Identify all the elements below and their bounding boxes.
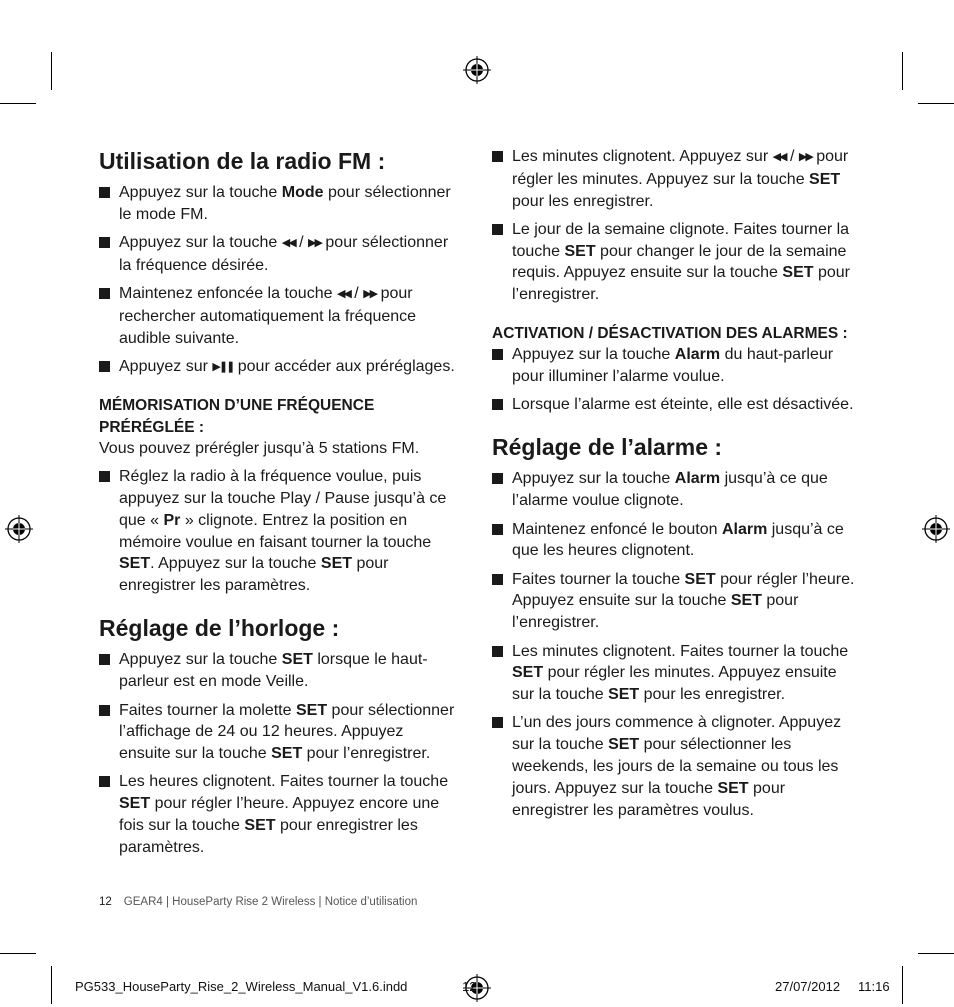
list-item: Lorsque l’alarme est éteinte, elle est désactivée.	[492, 394, 860, 416]
crop-mark	[902, 52, 903, 90]
preset-list	[99, 466, 459, 597]
rewind-icon: ◀◀	[336, 288, 350, 301]
left-column	[99, 146, 459, 865]
slug-time: 11:16	[858, 979, 890, 994]
alarm-section-title: Réglage de l’alarme :	[492, 434, 723, 461]
list-item: Appuyez sur la touche Mode pour sélectionner le mode FM.	[99, 182, 459, 226]
slug-date: 27/07/2012	[775, 979, 841, 994]
list-item: Faites tourner la molette SET pour sélectionner l’affichage de 24 ou 12 heures. Appuyez ensuite sur la touche SET pour l’enregistrer.	[99, 700, 459, 765]
fast-forward-icon: ▶▶	[363, 288, 377, 301]
radio-section-title: Utilisation de la radio FM :	[99, 148, 386, 174]
list-item: Appuyez sur la touche Alarm jusqu’à ce que l’alarme voulue clignote.	[492, 468, 860, 512]
crop-mark	[0, 103, 36, 104]
crop-mark	[918, 953, 954, 954]
clock-list	[99, 649, 459, 858]
clock-list-continued	[492, 146, 860, 306]
activation-list	[492, 344, 860, 416]
list-item: Les minutes clignotent. Faites tourner la touche SET pour régler les minutes. Appuyez ensuite sur la touche SET pour les enregistrer.	[492, 641, 860, 706]
right-column	[492, 146, 860, 828]
list-item: Maintenez enfoncé le bouton Alarm jusqu’à ce que les heures clignotent.	[492, 519, 860, 563]
rewind-icon: ◀◀	[281, 237, 295, 250]
fast-forward-icon: ▶▶	[308, 237, 321, 250]
list-item: Les heures clignotent. Faites tourner la touche SET pour régler l’heure. Appuyez encore une fois sur la touche SET pour enregistrer les paramètres.	[99, 771, 459, 858]
list-item: Le jour de la semaine clignote. Faites tourner la touche SET pour changer le jour de la semaine requis. Appuyez ensuite sur la touche SET pour l’enregistrer.	[492, 219, 860, 306]
play-pause-icon: ▶❚❚	[212, 361, 234, 374]
list-item: L’un des jours commence à clignoter. Appuyez sur la touche SET pour sélectionner les weekends, les jours de la semaine ou tous les jours. Appuyez sur la touche SET pour enregistrer les paramètres voulus.	[492, 712, 860, 821]
crop-mark	[51, 966, 52, 1004]
page-number: 12	[99, 896, 112, 908]
page-footer	[99, 896, 417, 908]
list-item: Appuyez sur la touche ◀◀ / ▶▶ pour sélectionner la fréquence désirée.	[99, 232, 459, 277]
footer-text: GEAR4 | HouseParty Rise 2 Wireless | Notice d’utilisation	[123, 896, 418, 908]
clock-section-title: Réglage de l’horloge :	[99, 615, 340, 642]
list-item: Réglez la radio à la fréquence voulue, puis appuyez sur la touche Play / Pause jusqu’à ce que « Pr » clignote. Entrez la position en mémoire voulue en faisant tourner la touche SET. Appuyez sur la touche SET pour enregistrer les paramètres.	[99, 466, 459, 597]
fast-forward-icon: ▶▶	[798, 151, 812, 163]
registration-mark-icon	[4, 514, 34, 544]
crop-mark	[51, 52, 52, 90]
radio-list	[99, 182, 459, 379]
slug-filename: PG533_HouseParty_Rise_2_Wireless_Manual_V1.6.indd	[75, 979, 408, 994]
list-item: Maintenez enfoncée la touche ◀◀ / ▶▶ pour rechercher automatiquement la fréquence audible suivante.	[99, 283, 459, 349]
crop-mark	[0, 953, 36, 954]
registration-mark-icon	[921, 514, 951, 544]
alarm-list	[492, 468, 860, 821]
crop-mark	[902, 966, 903, 1004]
registration-mark-icon	[462, 55, 492, 85]
rewind-icon: ◀◀	[772, 151, 786, 163]
list-item: Les minutes clignotent. Appuyez sur ◀◀ / ▶▶ pour régler les minutes. Appuyez sur la touche SET pour les enregistrer.	[492, 146, 860, 212]
list-item: Appuyez sur la touche SET lorsque le haut-parleur est en mode Veille.	[99, 649, 459, 693]
list-item: Appuyez sur la touche Alarm du haut-parleur pour illuminer l’alarme voulue.	[492, 344, 860, 388]
slug-page: 12	[462, 979, 477, 994]
crop-mark	[918, 103, 954, 104]
list-item: Appuyez sur ▶❚❚ pour accéder aux préréglages.	[99, 356, 459, 379]
preset-intro: Vous pouvez prérégler jusqu’à 5 stations FM.	[99, 440, 420, 458]
list-item: Faites tourner la touche SET pour régler l’heure. Appuyez ensuite sur la touche SET pour l’enregistrer.	[492, 569, 860, 634]
preset-heading: MÉMORISATION D’UNE FRÉQUENCE PRÉRÉGLÉE :	[99, 397, 375, 436]
activation-heading: ACTIVATION / DÉSACTIVATION DES ALARMES :	[492, 324, 848, 342]
